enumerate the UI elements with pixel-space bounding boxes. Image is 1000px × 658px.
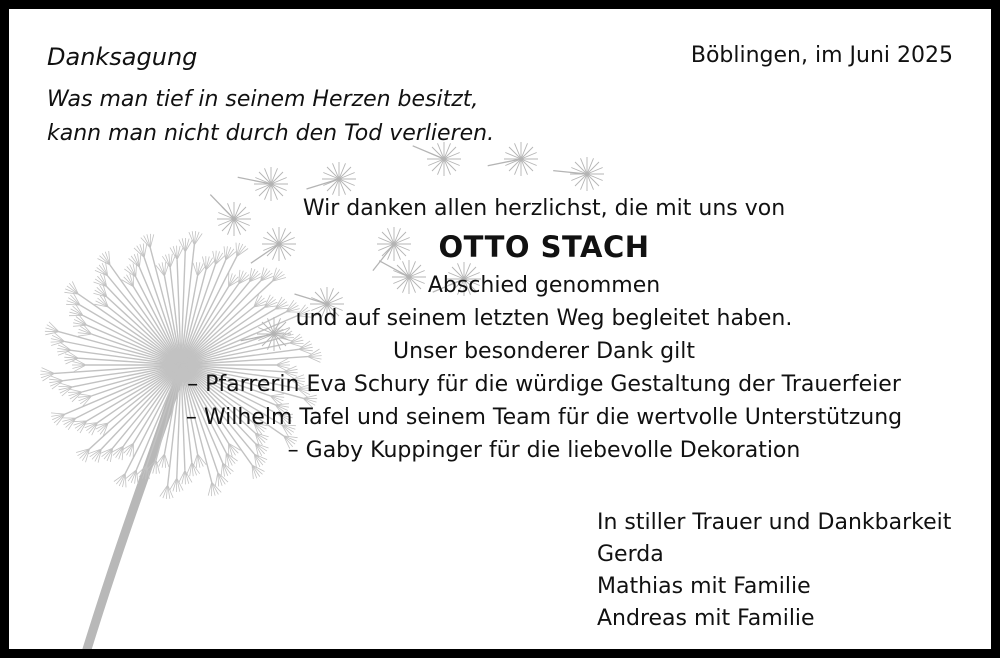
flying-seed bbox=[413, 142, 461, 176]
signature-name: Gerda bbox=[597, 542, 664, 567]
quote-line-2: kann man nicht durch den Tod verlieren. bbox=[47, 121, 495, 146]
quote-line-1: Was man tief in seinem Herzen besitzt, bbox=[47, 87, 479, 112]
signature-block bbox=[597, 507, 951, 635]
signature-name: Andreas mit Familie bbox=[597, 606, 815, 631]
signature-line: In stiller Trauer und Dankbarkeit bbox=[597, 510, 952, 535]
thanks-item: – Gaby Kuppinger für die liebevolle Dekoration bbox=[287, 438, 801, 463]
deceased-name: OTTO STACH bbox=[438, 230, 650, 264]
body-line: Abschied genommen bbox=[427, 273, 661, 298]
body-line: Unser besonderer Dank gilt bbox=[393, 339, 695, 364]
thanks-body bbox=[139, 192, 949, 467]
page-title: Danksagung bbox=[47, 43, 198, 71]
flying-seed bbox=[307, 162, 357, 196]
flying-seed bbox=[553, 157, 604, 191]
thanks-item: – Wilhelm Tafel und seinem Team für die wertvolle Unterstützung bbox=[185, 405, 903, 430]
signature-name: Mathias mit Familie bbox=[597, 574, 811, 599]
body-line: und auf seinem letzten Weg begleitet haben. bbox=[295, 306, 793, 331]
thanks-item: – Pfarrerin Eva Schury für die würdige Gestaltung der Trauerfeier bbox=[187, 372, 901, 397]
place-date: Böblingen, im Juni 2025 bbox=[690, 43, 953, 68]
intro-line: Wir danken allen herzlichst, die mit uns von bbox=[302, 196, 786, 221]
flying-seed bbox=[488, 142, 538, 176]
